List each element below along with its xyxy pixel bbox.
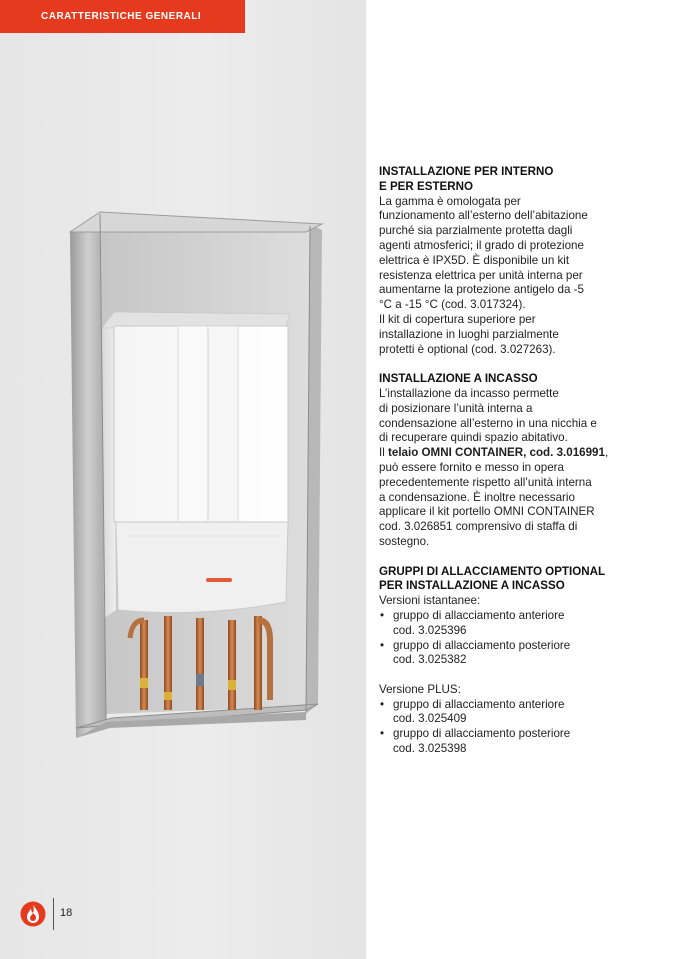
bullet-list — [379, 698, 659, 757]
section-header-label: CARATTERISTICHE GENERALI — [41, 11, 202, 22]
list-item: • gruppo di allacciamento posteriore cod. 3.025382 — [379, 639, 659, 669]
section-gruppi-allacciamento — [379, 565, 659, 757]
list-item: • gruppo di allacciamento anteriore cod. 3.025396 — [379, 609, 659, 639]
group-label: Versione PLUS: — [379, 682, 461, 696]
page-number: 18 — [60, 907, 73, 919]
section-header-tab — [0, 0, 245, 33]
section-title: INSTALLAZIONE PER INTERNO E PER ESTERNO — [379, 165, 554, 193]
bullet-list — [379, 609, 659, 668]
section-title: INSTALLAZIONE A INCASSO — [379, 372, 538, 386]
section-installazione-incasso — [379, 372, 659, 550]
section-body: La gamma è omologata per funzionamento all’esterno dell’abitazione purché sia parzialmente protetta dagli agenti atmosferici; il grado di protezione elettrica è IPX5D. È disponibile un kit resistenza elettrica per unità interna per aumentarne la protezione antigelo da -5 °C a -15 °C (cod. 3.017324). Il kit di copertura superiore per installazione in luoghi parzialmente protetti è optional (cod. 3.027263). — [379, 194, 588, 356]
section-body: L’installazione da incasso permette di posizionare l’unità interna a condensazione all’esterno in una nicchia e di recuperare quindi spazio abitativo. Il telaio OMNI CONTAINER, cod. 3.016991, può essere fornito e messo in opera precedentemente rispetto all’unità interna a condensazione. È inoltre necessario applicare il kit portello OMNI CONTAINER cod. 3.026851 comprensivo di staffa di sostegno. — [379, 386, 609, 548]
list-item: • gruppo di allacciamento posteriore cod. 3.025398 — [379, 727, 659, 757]
list-item: • gruppo di allacciamento anteriore cod. 3.025409 — [379, 698, 659, 728]
section-title: GRUPPI DI ALLACCIAMENTO OPTIONAL PER INSTALLAZIONE A INCASSO — [379, 564, 606, 593]
flame-logo-icon — [20, 901, 46, 927]
text-column — [379, 165, 659, 772]
group-label: Versioni istantanee: — [379, 594, 481, 608]
omni-container-code: telaio OMNI CONTAINER, cod. 3.016991 — [388, 446, 605, 460]
footer-divider — [53, 898, 54, 930]
brand-badge — [206, 578, 232, 582]
section-installazione-interno-esterno — [379, 165, 659, 357]
boiler-in-container-photo — [60, 200, 330, 740]
